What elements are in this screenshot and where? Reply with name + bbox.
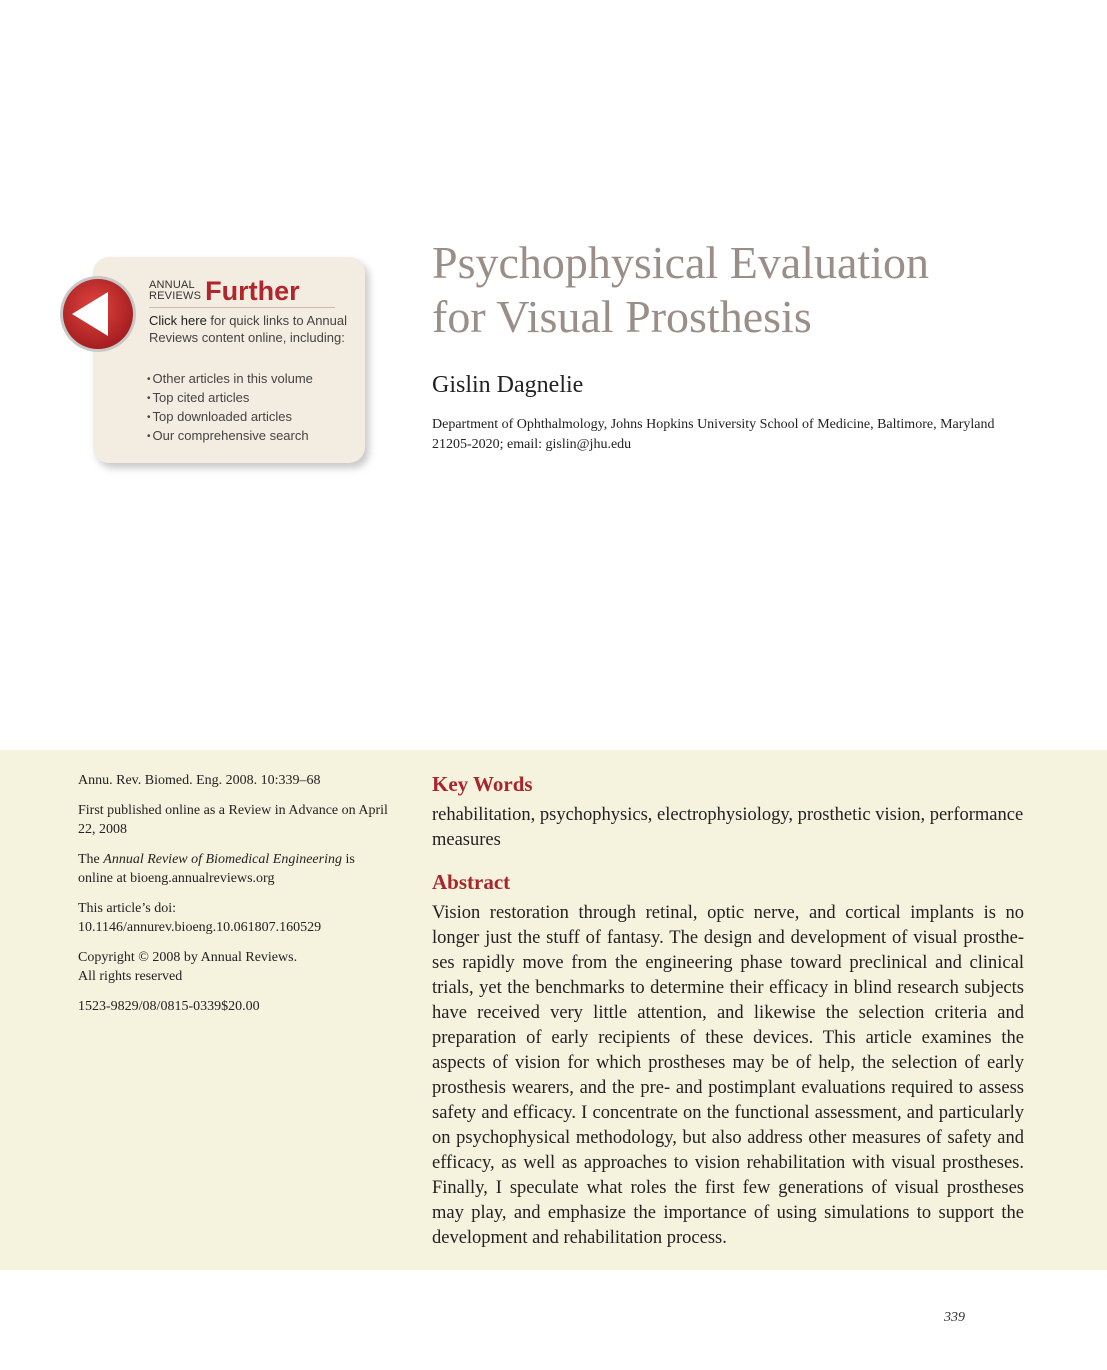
abstract-heading: Abstract: [432, 870, 511, 894]
author-name: Gislin Dagnelie: [432, 372, 584, 398]
citation: Annu. Rev. Biomed. Eng. 2008. 10:339–68: [78, 773, 321, 788]
further-divider: [149, 307, 335, 308]
annual-reviews-label: ANNUAL REVIEWS: [149, 279, 202, 302]
journal-info: The Annual Review of Biomedical Engineering is online at bioeng.annualreviews.org: [78, 852, 355, 886]
further-link-top-cited[interactable]: • Top cited articles: [147, 389, 313, 408]
copyright-info: Copyright © 2008 by Annual Reviews. All rights reserved: [78, 950, 298, 984]
keywords-text: rehabilitation, psychophysics, electrophysiology, prosthetic vision, performance measures: [432, 805, 1024, 850]
author-affiliation: Department of Ophthalmology, Johns Hopkins University School of Medicine, Baltimore, Maryland 21205-2020; email: gislin@jhu.edu: [432, 417, 995, 452]
further-intro: Click here for quick links to Annual Reviews content online, including:: [149, 313, 347, 345]
click-here-link[interactable]: Click here: [149, 313, 207, 328]
further-link-other-articles[interactable]: • Other articles in this volume: [147, 370, 313, 389]
article-metadata: [78, 771, 388, 1027]
further-link-top-downloaded[interactable]: • Top downloaded articles: [147, 408, 313, 427]
publication-date: First published online as a Review in Advance on April 22, 2008: [78, 803, 388, 837]
keywords-heading: Key Words: [432, 772, 533, 796]
abstract-section: [432, 769, 1024, 1251]
doi-info: This article’s doi: 10.1146/annurev.bioeng.10.061807.160529: [78, 901, 322, 935]
issn-code: 1523-9829/08/0815-0339$20.00: [78, 999, 260, 1014]
further-link-search[interactable]: • Our comprehensive search: [147, 427, 313, 446]
left-arrow-button-icon[interactable]: [58, 274, 138, 354]
abstract-text: Vision restoration through retinal, optic nerve, and cortical implants is no longer just the stuff of fantasy. The design and development of visual prostheses rapidly move from the engineering phase toward preclinical and clinical trials, yet the benchmarks to determine their efficacy in blind research subjects have received very little attention, and likewise the selection criteria and preparation of early recipients of these devices. This article examines the aspects of vision for which prostheses may be of help, the selection of early prosthesis wearers, and the pre- and postimplant evaluations required to assess safety and efficacy. I concentrate on the functional assessment, and particularly on psychophysical methodology, but also address other measures of safety and efficacy, as well as approaches to vision rehabilitation with visual prostheses. Finally, I speculate what roles the first few generations of visual prostheses may play, and emphasize the importance of using simulations to support the development and rehabilitation process.: [432, 903, 1024, 1248]
doi-value: 10.1146/annurev.bioeng.10.061807.160529: [78, 920, 322, 935]
article-title: Psychophysical Evaluation for Visual Prosthesis: [432, 237, 929, 342]
page-number: 339: [944, 1310, 965, 1325]
further-header: [149, 277, 300, 305]
further-title: Further: [205, 276, 300, 306]
further-links-list: [147, 370, 313, 446]
